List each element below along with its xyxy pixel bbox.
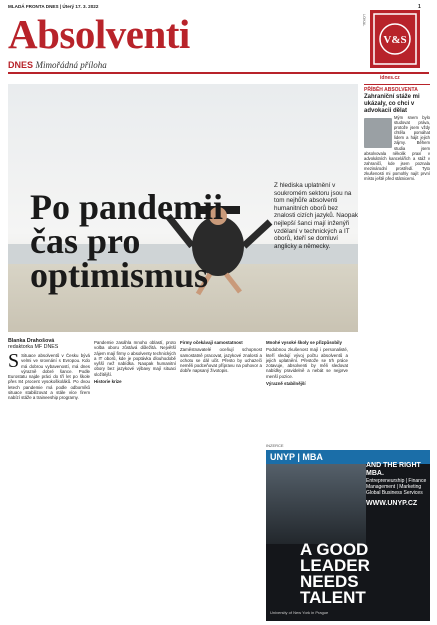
ad-slogan-line: LEADER [300, 556, 370, 575]
sidebar-caption: PŘÍBĚH ABSOLVENTA [364, 87, 418, 93]
ad-brand: UNYP | MBA [270, 452, 323, 462]
header-divider [8, 72, 429, 74]
article-paragraph: Zaměstnavatelé oceňují schopnost samostatně pracovat, jazykové znalosti a ochotu se dál učit. Přesto by uchazeči neměli podceňovat přípravu na pohovor a dobře napsaný životopis. [180, 347, 262, 374]
ad-url-link[interactable]: WWW.UNYP.CZ [366, 500, 418, 507]
ad-slogan-line: A GOOD [300, 540, 369, 559]
article-column-1 [8, 350, 90, 621]
supplement-line [8, 60, 107, 70]
advertisement[interactable] [266, 450, 430, 621]
masthead-info: MLADÁ FRONTA DNES | Úterý 17. 3. 2022 [8, 4, 99, 9]
article-subheading: Firmy očekávají samostatnost [180, 340, 243, 345]
graduate-story-sidebar [364, 84, 430, 434]
hero-quote: Z hlediska uplatnění v soukromém sektoru jsou na tom nejhůře absolventi humanitních oborů bez znalosti cizích jazyků. Naopak nejlepší šanci mají inženýři vzdělaní v technických a IT oborů, kteří se domluví anglicky a německy. [274, 182, 358, 250]
article-paragraph: Situace absolventů v Česku bývá velmi ve srovnání s Evropou. Kdo má dobrou vybaveností, má dnes výrazně dobré šance. Podle Eurostatu najde práci do tří let po škole přes 84 procent vysokoškoláků. Po dvou letech pandemie má podle odborníků situace stabilizovat a stále více firem nabízí stáže a traineeship programy. [8, 353, 90, 401]
byline [8, 338, 58, 350]
portrait-photo [364, 118, 392, 148]
school-logo [370, 10, 420, 68]
ad-footer: University of New York in Prague [270, 610, 329, 615]
brand-prefix: DNES [8, 60, 34, 70]
article-paragraph: Pandemie zasáhla mnoho oblastí, proto volba oboru zůstává důležitá. Největší zájem mají firmy o absolventy technických a IT oborů, kde je poptávka dlouhodobě vyšší než nabídka. Naopak humanitní obory bez jazykové výbavy mají situaci složitější. [94, 340, 176, 377]
hero-title-line: optimismus [30, 255, 209, 295]
ad-label: INZERCE [266, 443, 284, 448]
drop-cap: S [8, 350, 20, 372]
article-column-3 [180, 340, 262, 620]
sidebar-title: Zahraniční stáže mi ukázaly, co chci v advokacii dělat [364, 94, 420, 114]
ad-slogan-line: TALENT [300, 588, 366, 607]
website-link[interactable]: idnes.cz [380, 75, 400, 81]
ad-photo [266, 464, 366, 544]
page-number: 1 [418, 4, 421, 10]
logo-emblem-icon [372, 12, 418, 66]
hero-image [8, 84, 358, 332]
brand-title: Absolventi [8, 11, 190, 57]
hero-title-line: Po pandemii [30, 187, 224, 227]
author-role: redaktorka MF DNES [8, 344, 59, 350]
article-subheading: Mnohé vysoké školy se přizpůsobily [266, 340, 342, 345]
author-name: Blanka Drahošová [8, 338, 55, 344]
hero-title-line: čas pro [30, 221, 141, 261]
hero-title [30, 187, 224, 295]
ad-programs: Entrepreneurship | Finance Management | Marketing Global Business Services [366, 478, 427, 496]
ad-slogan [300, 542, 370, 606]
article-subheading: Historie krize [94, 379, 122, 385]
side-code: LOKAL [362, 14, 366, 27]
ad-slogan-line: NEEDS [300, 572, 359, 591]
sidebar-body: Mým snem bylo studovat práva, protože jsem vždy chtěla pomáhat lidem a hájit jejich zájmy. Během studia jsem absolvovala několik praxí v advokátních kancelářích a stáž v zahraničí, kde jsem poznala mezinárodní prostředí. Tyto zkušenosti mi pomohly najít první místo ještě před státnicemi. [364, 115, 430, 182]
article-paragraph: Podobnou zkušenost mají i personalisté, kteří sledují vývoj počtu absolventů a jejich uplatnění. Přestože se trh práce zotavuje, absolventi by měli sledovat nabídky pravidelně a nebát se nejprve menší pozice. [266, 347, 348, 379]
ad-headline: AND THE RIGHT MBA. [366, 462, 421, 477]
article-subheading: Výrazně stabilnější [266, 381, 306, 387]
logo-text: V&S [383, 34, 407, 46]
supplement-label: Mimořádná příloha [35, 60, 107, 70]
article-column-2 [94, 340, 176, 620]
